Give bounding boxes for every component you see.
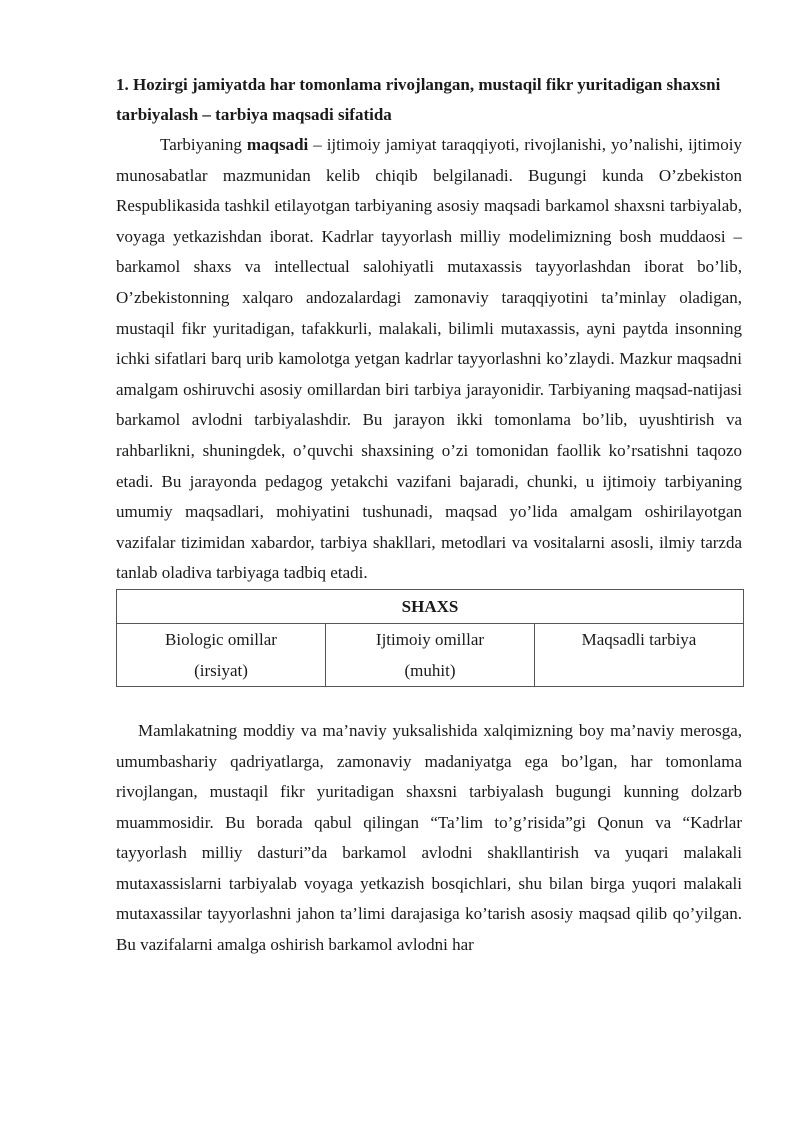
section-heading: 1. Hozirgi jamiyatda har tomonlama rivojlangan, mustaqil fikr yuritadigan shaxsni tarbiyalash – tarbiya maqsadi sifatida [116,75,721,124]
paragraph-1-bold-term: maqsadi [246,135,309,154]
shaxs-table-header-row [117,589,744,623]
paragraph-1 [116,130,742,589]
cell-line-1: Maqsadli tarbiya [581,629,697,649]
paragraph-1-text: – ijtimoiy jamiyat taraqqiyoti, rivojlanishi, yo’nalishi, ijtimoiy munosabatlar mazmunidan kelib chiqib belgilanadi. Bugungi kunda O’zbekiston Respublikasida tashkil etilayotgan tarbiyaning asosiy maqsadi barkamol shaxsni tarbiyalab, voyaga yetkazishdan iborat. Kadrlar tayyorlash milliy modelimizning bosh muddaosi – barkamol shaxs va intellectual salohiyatli mutaxassis tayyorlashdan iborat bo’lib, O’zbekistonning xalqaro andozalardagi zamonaviy taraqqiyotini ta’minlay oladigan, mustaqil fikr yuritadigan, tafakkurli, malakali, bilimli mutaxassis, ayni paytda insonning ichki sifatlari barq urib kamolotga yetgan kadrlar tayyorlashni ko’zlaydi. Mazkur maqsadni amalgam oshiruvchi asosiy omillardan biri tarbiya jarayonidir. Tarbiyaning maqsad-natijasi barkamol avlodni tarbiyalashdir. Bu jarayon ikki tomonlama bo’lib, uyushtirish va rahbarlikni, shuningdek, o’quvchi shaxsining o’zi tomonidan faollik ko’rsatishni taqozo etadi. Bu jarayonda pedagog yetakchi vazifani bajaradi, chunki, u ijtimoiy tarbiyaning umumiy maqsadlari, mohiyatini tushunadi, maqsad yo’lida amalgam oshirilayotgan vazifalar tizimidan xabardor, tarbiya shakllari, metodlari va vositalarni asosli, ilmiy tarzda tanlab oladiva tarbiyaga tadbiq etadi. [116,135,742,583]
table-cell-maqsadli [535,623,744,686]
cell-line-2: (muhit) [404,660,456,680]
cell-line-2: (irsiyat) [194,660,248,680]
page-content [116,70,742,961]
paragraph-1-prefix: Tarbiyaning [160,135,247,154]
shaxs-table-row [117,623,744,686]
cell-line-1: Ijtimoiy omillar [375,629,485,649]
table-cell-biologic [117,623,326,686]
shaxs-table-header: SHAXS [117,589,744,623]
cell-line-1: Biologic omillar [165,629,277,649]
table-cell-ijtimoiy [326,623,535,686]
paragraph-2: Mamlakatning moddiy va ma’naviy yuksalishida xalqimizning boy ma’naviy merosga, umumbashariy qadriyatlarga, zamonaviy madaniyatga ega bo’lgan, har tomonlama rivojlangan, mustaqil fikr yuritadigan shaxsni tarbiyalash bugungi kunning dolzarb muammosidir. Bu borada qabul qilingan “Ta’lim to’g’risida”gi Qonun va “Kadrlar tayyorlash milliy dasturi”da barkamol avlodni shakllantirish va yuqari malakali mutaxassislarni tarbiyalab voyaga yetkazish bosqichlari, shu bilan birga yuqori malakali mutaxassilar tayyorlashni jahon ta’limi darajasiga ko’tarish asosiy maqsad qilib qo’yilgan. Bu vazifalarni amalga oshirish barkamol avlodni har [116,720,742,955]
shaxs-table [116,589,744,687]
